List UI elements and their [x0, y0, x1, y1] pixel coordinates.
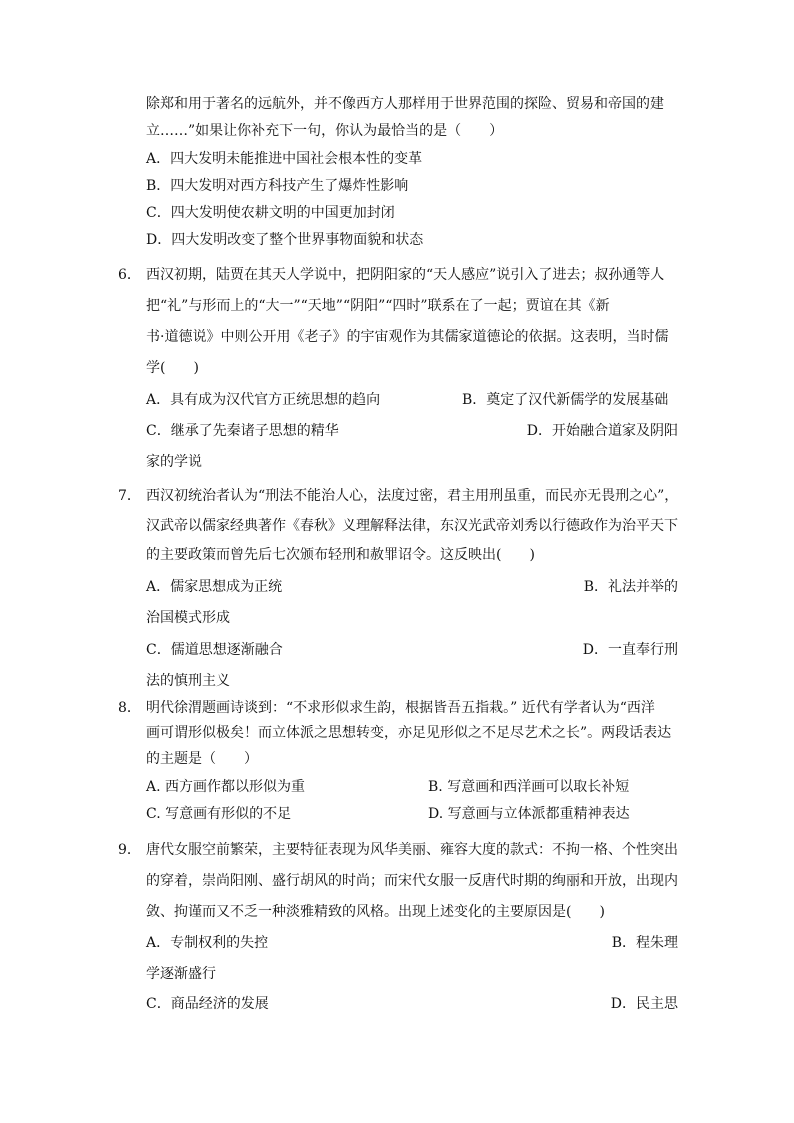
q8-option-d: D. 写意画与立体派都重精神表达: [428, 806, 630, 822]
q5-stem-line-2: 立……”如果让你补充下一句，你认为最恰当的是（ ）: [146, 123, 504, 139]
q9-option-a: A．专制权利的失控: [146, 935, 269, 951]
q7-option-a: A．儒家思想成为正统: [146, 579, 283, 595]
q6-stem-line-4: 学( ): [146, 360, 199, 376]
q8-stem-line-3: 的主题是（ ）: [146, 751, 258, 767]
q9-option-b-continued: 学逐渐盛行: [146, 966, 216, 982]
q7-option-c: C．儒道思想逐渐融合: [146, 642, 283, 658]
q9-stem-line-1: 唐代女服空前繁荣，主要特征表现为风华美丽、雍容大度的款式：不拘一格、个性突出: [146, 842, 678, 858]
q7-stem-line-1: 西汉初统治者认为“刑法不能治人心，法度过密，君主用刑虽重，而民亦无畏刑之心”，: [146, 488, 679, 504]
q9-stem-line-2: 的穿着，崇尚阳刚、盛行胡风的时尚；而宋代女服一反唐代时期的绚丽和开放，出现内: [146, 873, 678, 889]
q6-stem-line-3: 书·道德说》中则公开用《老子》的宇宙观作为其儒家道德论的依据。这表明，当时儒: [146, 329, 669, 345]
q5-stem-line-1: 除郑和用于著名的远航外，并不像西方人那样用于世界范围的探险、贸易和帝国的建: [146, 96, 664, 112]
q7-number: 7．: [118, 488, 141, 504]
q8-option-c: C. 写意画有形似的不足: [146, 806, 292, 822]
q5-option-a: A．四大发明未能推进中国社会根本性的变革: [146, 151, 423, 167]
q8-stem-line-2: 画可谓形似极矣！而立体派之思想转变，亦足见形似之不足尽艺术之长”。两段话表达: [146, 725, 672, 741]
q8-number: 8．: [118, 700, 141, 716]
q6-option-c: C．继承了先秦诸子思想的精华: [146, 423, 339, 439]
q9-number: 9．: [118, 842, 141, 858]
q9-option-b: B．程朱理: [611, 935, 678, 951]
q6-stem-line-1: 西汉初期，陆贾在其天人学说中，把阴阳家的“天人感应”说引入了进去；叔孙通等人: [146, 267, 665, 283]
q7-option-d-continued: 法的慎刑主义: [146, 673, 230, 689]
q6-option-b: B．奠定了汉代新儒学的发展基础: [462, 392, 669, 408]
q7-option-b: B．礼法并举的: [583, 579, 678, 595]
q6-number: 6．: [118, 267, 141, 283]
q8-option-a: A. 西方画作都以形似为重: [146, 779, 306, 795]
q7-option-d: D．一直奉行刑: [582, 642, 678, 658]
q5-option-b: B．四大发明对西方科技产生了爆炸性影响: [146, 178, 409, 194]
q6-option-a: A．具有成为汉代官方正统思想的趋向: [146, 392, 381, 408]
q9-option-c: C．商品经济的发展: [146, 996, 269, 1012]
q9-option-d: D．民主思: [610, 996, 678, 1012]
q5-option-c: C．四大发明使农耕文明的中国更加封闭: [146, 205, 395, 221]
q7-stem-line-2: 汉武帝以儒家经典著作《春秋》义理解释法律，东汉光武帝刘秀以行德政作为治平天下: [146, 518, 678, 534]
q7-stem-line-3: 的主要政策而曾先后七次颁布轻刑和赦罪诏令。这反映出( ): [146, 547, 535, 563]
q6-option-d-continued: 家的学说: [146, 454, 202, 470]
q8-option-b: B. 写意画和西洋画可以取长补短: [428, 779, 630, 795]
q6-stem-line-2: 把“礼”与形而上的“大一”“天地”“阴阳”“四时”联系在了一起；贾谊在其《新: [146, 298, 610, 314]
q7-option-b-continued: 治国模式形成: [146, 610, 230, 626]
q6-option-d: D．开始融合道家及阴阳: [526, 423, 678, 439]
q5-option-d: D．四大发明改变了整个世界事物面貌和状态: [146, 232, 424, 248]
q8-stem-line-1: 明代徐渭题画诗谈到：“不求形似求生韵，根据皆吾五指栽。” 近代有学者认为“西洋: [146, 700, 655, 716]
q9-stem-line-3: 敛、拘谨而又不乏一种淡雅精致的风格。出现上述变化的主要原因是( ): [146, 904, 605, 920]
